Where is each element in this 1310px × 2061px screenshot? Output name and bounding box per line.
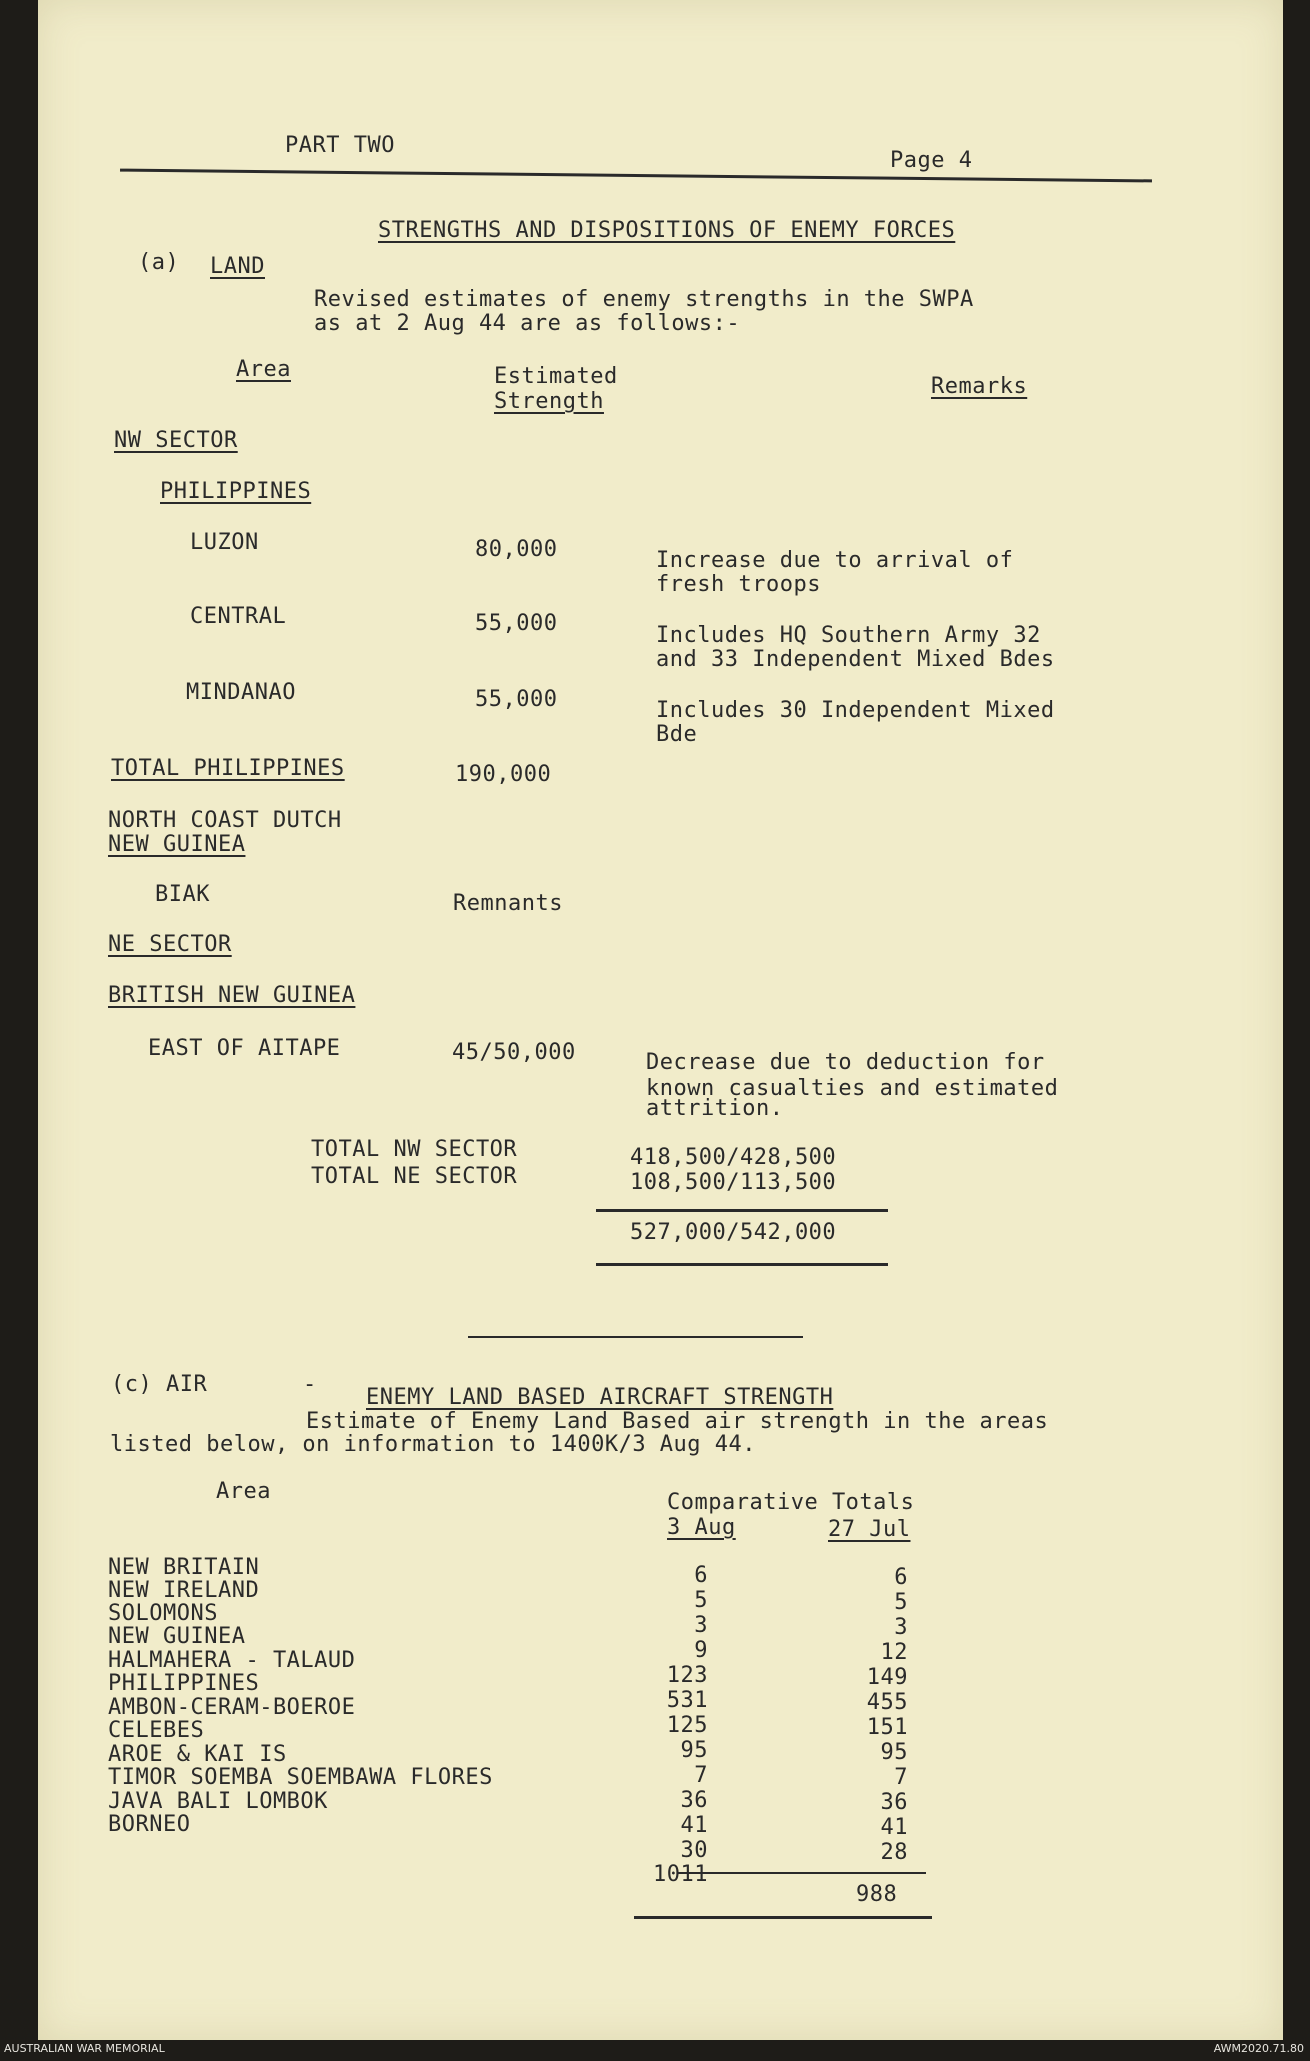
aitape-remark-3: attrition. <box>646 1096 784 1121</box>
air-row-27jul: 3 <box>894 1615 908 1640</box>
remark-mindanao-1: Includes 30 Independent Mixed <box>656 698 1055 723</box>
air-row-area: HALMAHERA - TALAUD <box>108 1648 356 1673</box>
air-row-3aug: 95 <box>680 1738 708 1763</box>
air-row-area: CELEBES <box>108 1718 205 1743</box>
section-divider <box>468 1336 803 1338</box>
document-page <box>38 0 1283 2040</box>
part-heading: PART TWO <box>285 133 395 158</box>
air-row-area: AROE & KAI IS <box>108 1742 287 1767</box>
air-heading: ENEMY LAND BASED AIRCRAFT STRENGTH <box>366 1385 834 1410</box>
footer-reference: AWM2020.71.80 <box>1213 2042 1304 2055</box>
air-row-27jul: 36 <box>880 1790 908 1815</box>
air-row-3aug: 123 <box>666 1663 708 1688</box>
remark-luzon-2: fresh troops <box>656 572 821 597</box>
area-luzon: LUZON <box>190 530 259 555</box>
land-heading: LAND <box>210 254 265 279</box>
air-row-3aug: 3 <box>694 1613 708 1638</box>
remark-central-2: and 33 Independent Mixed Bdes <box>656 647 1055 672</box>
air-row-27jul: 7 <box>894 1765 908 1790</box>
air-row-3aug: 30 <box>680 1838 708 1863</box>
air-row-3aug: 6 <box>694 1563 708 1588</box>
land-intro-line-1: Revised estimates of enemy strengths in the SWPA <box>314 287 974 312</box>
land-label: (a) <box>138 250 180 275</box>
air-row-27jul: 151 <box>866 1715 908 1740</box>
air-total-rule <box>634 1916 932 1919</box>
air-col-area: Area <box>216 1479 271 1504</box>
air-row-3aug: 36 <box>680 1788 708 1813</box>
air-row-3aug: 125 <box>666 1713 708 1738</box>
air-row-area: NEW BRITAIN <box>108 1555 260 1580</box>
air-dash: - <box>303 1372 317 1397</box>
total-philippines-value: 190,000 <box>455 762 552 787</box>
grand-total-value: 527,000/542,000 <box>630 1220 837 1245</box>
footer-credit: AUSTRALIAN WAR MEMORIAL <box>4 2042 165 2055</box>
archive-footer <box>0 2042 1310 2058</box>
col-remarks: Remarks <box>931 374 1028 399</box>
air-intro-line-2: listed below, on information to 1400K/3 Aug 44. <box>110 1432 757 1457</box>
air-row-3aug: 7 <box>694 1763 708 1788</box>
air-row-area: TIMOR SOEMBA SOEMBAWA FLORES <box>108 1765 493 1790</box>
air-row-area: AMBON-CERAM-BOEROE <box>108 1695 356 1720</box>
air-row-3aug: 41 <box>680 1813 708 1838</box>
air-row-3aug: 5 <box>694 1588 708 1613</box>
air-row-27jul: 95 <box>880 1740 908 1765</box>
header-rule <box>120 169 1152 183</box>
air-row-area: JAVA BALI LOMBOK <box>108 1789 328 1814</box>
remark-mindanao-2: Bde <box>656 722 698 747</box>
air-row-3aug: 9 <box>694 1638 708 1663</box>
air-row-27jul: 455 <box>866 1690 908 1715</box>
air-row-27jul: 12 <box>880 1640 908 1665</box>
air-total-27jul: 988 <box>856 1882 898 1907</box>
total-ne-value: 108,500/113,500 <box>630 1170 837 1195</box>
air-row-area: NEW IRELAND <box>108 1578 260 1603</box>
british-new-guinea: BRITISH NEW GUINEA <box>108 983 356 1008</box>
air-row-3aug: 531 <box>666 1688 708 1713</box>
page-number: Page 4 <box>890 148 973 173</box>
air-col-27jul: 27 Jul <box>828 1517 911 1542</box>
air-row-27jul: 41 <box>880 1815 908 1840</box>
area-mindanao: MINDANAO <box>186 680 296 705</box>
total-nw-value: 418,500/428,500 <box>630 1145 837 1170</box>
remark-central-1: Includes HQ Southern Army 32 <box>656 623 1041 648</box>
area-biak: BIAK <box>155 882 210 907</box>
north-coast-line-1: NORTH COAST DUTCH <box>108 808 342 833</box>
col-strength-2: Strength <box>494 389 604 414</box>
nw-sector: NW SECTOR <box>114 428 238 453</box>
land-intro-line-2: as at 2 Aug 44 are as follows:- <box>314 311 741 336</box>
remark-luzon-1: Increase due to arrival of <box>656 548 1014 573</box>
air-total-3aug: 1011 <box>653 1862 708 1887</box>
air-row-area: NEW GUINEA <box>108 1624 246 1649</box>
air-subtotal-rule <box>678 1872 926 1874</box>
aitape-remark-2: known casualties and estimated <box>646 1076 1059 1101</box>
col-strength-1: Estimated <box>494 364 618 389</box>
aitape-remark-1: Decrease due to deduction for <box>646 1050 1045 1075</box>
area-east-of-aitape: EAST OF AITAPE <box>148 1036 341 1061</box>
air-col-3aug: 3 Aug <box>667 1515 736 1540</box>
air-label: (c) AIR <box>111 1372 208 1397</box>
area-central: CENTRAL <box>190 604 287 629</box>
aitape-value: 45/50,000 <box>452 1040 576 1065</box>
col-area: Area <box>236 357 291 382</box>
air-intro-line-1: Estimate of Enemy Land Based air strength in the areas <box>306 1409 1049 1434</box>
philippines-heading: PHILIPPINES <box>160 479 312 504</box>
north-coast-line-2: NEW GUINEA <box>108 832 246 857</box>
total-philippines: TOTAL PHILIPPINES <box>111 756 345 781</box>
air-row-27jul: 6 <box>894 1565 908 1590</box>
strength-central: 55,000 <box>475 611 558 636</box>
strength-luzon: 80,000 <box>475 537 558 562</box>
section-title: STRENGTHS AND DISPOSITIONS OF ENEMY FORCES <box>378 218 956 243</box>
total-ne-sector: TOTAL NE SECTOR <box>311 1164 518 1189</box>
air-row-area: SOLOMONS <box>108 1601 218 1626</box>
subtotal-rule <box>596 1209 888 1212</box>
air-row-27jul: 149 <box>866 1665 908 1690</box>
air-row-27jul: 28 <box>880 1840 908 1865</box>
air-col-totals: Comparative Totals <box>667 1490 915 1515</box>
total-rule <box>596 1263 888 1266</box>
ne-sector: NE SECTOR <box>108 932 232 957</box>
air-row-area: PHILIPPINES <box>108 1671 260 1696</box>
air-row-27jul: 5 <box>894 1590 908 1615</box>
biak-value: Remnants <box>453 891 563 916</box>
strength-mindanao: 55,000 <box>475 687 558 712</box>
air-row-area: BORNEO <box>108 1812 191 1837</box>
total-nw-sector: TOTAL NW SECTOR <box>311 1137 518 1162</box>
